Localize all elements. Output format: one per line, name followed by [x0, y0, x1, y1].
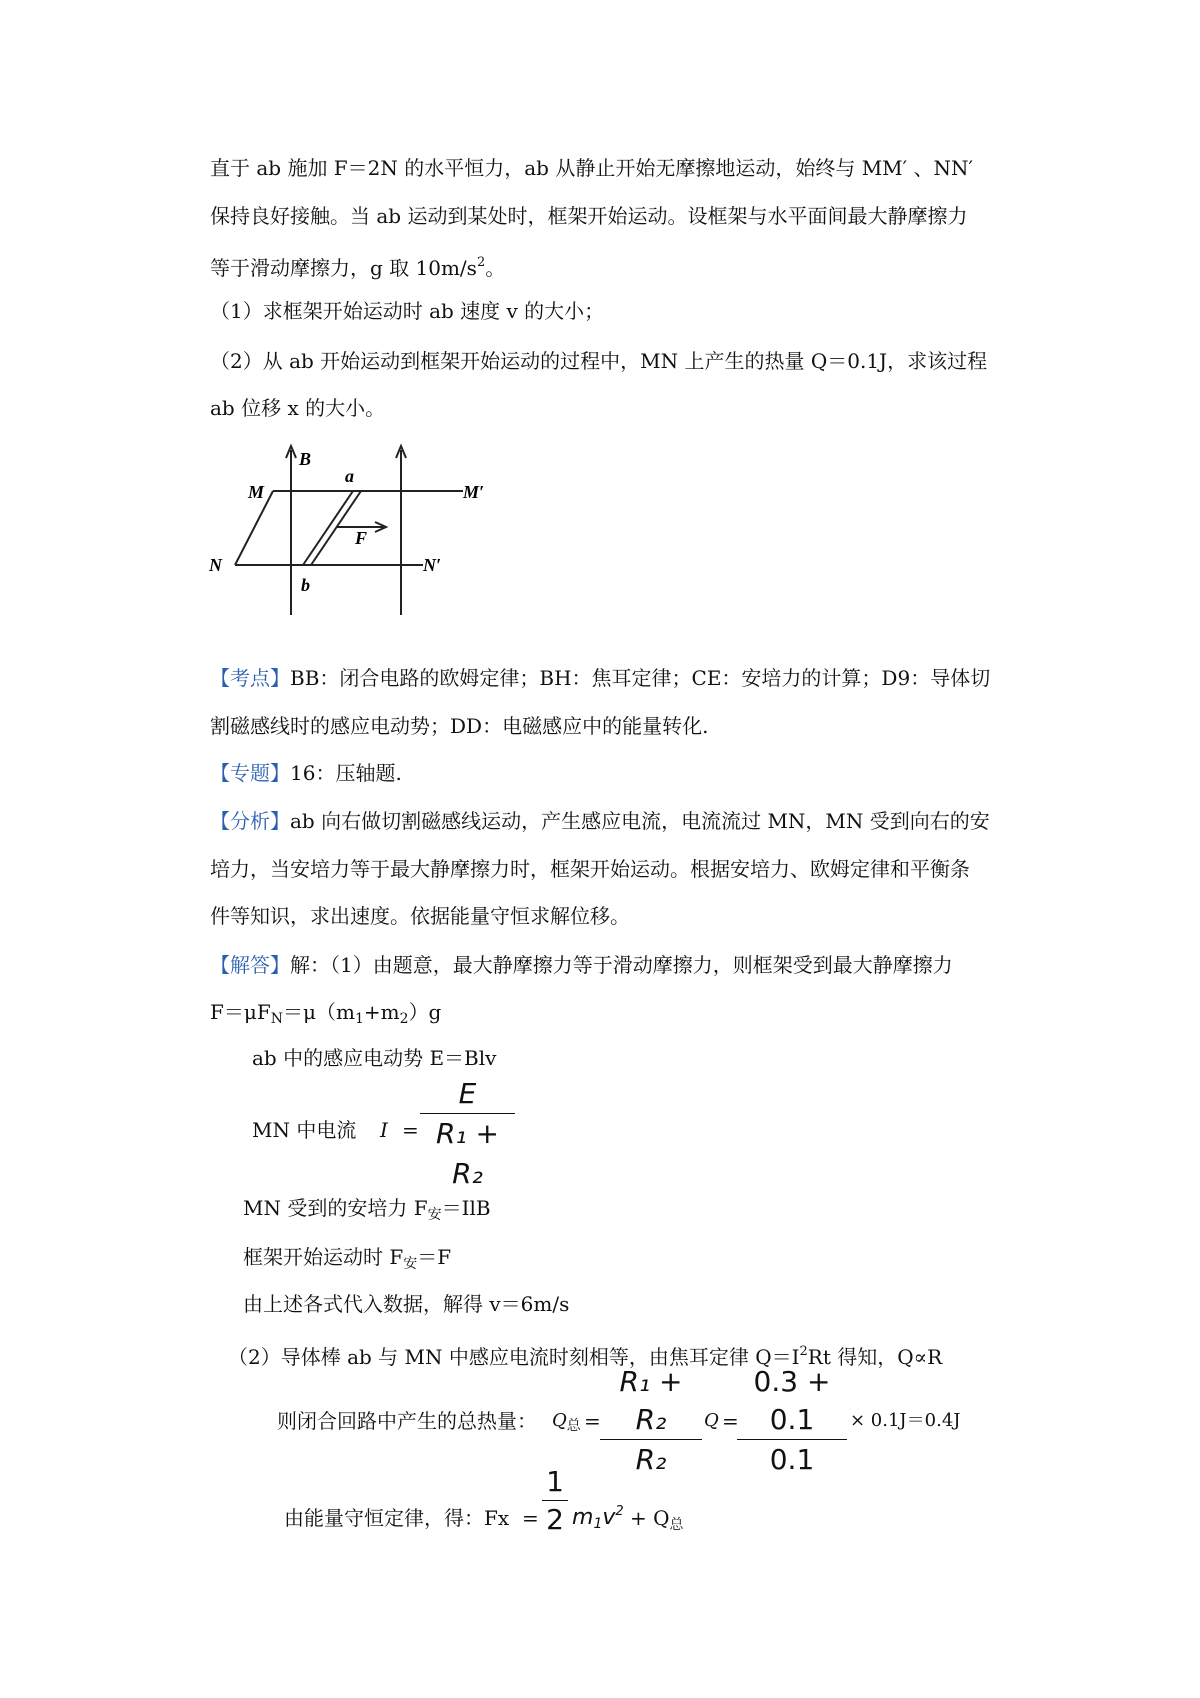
heat-fraction-2 — [737, 1363, 847, 1480]
current-numerator: E — [458, 1077, 477, 1110]
label-b: b — [301, 575, 310, 595]
current-symbol: I — [380, 1118, 388, 1142]
question-2-line-2: ab 位移 x 的大小。 — [210, 396, 386, 420]
heat-equals-2: = — [722, 1409, 739, 1433]
label-M-prime: M′ — [463, 482, 485, 502]
label-N-prime: N′ — [423, 555, 442, 575]
fenxi-line-1: 【分析】ab 向右做切割磁感线运动，产生感应电流，电流流过 MN，MN 受到向右的安 — [210, 809, 990, 833]
energy-half — [542, 1464, 568, 1539]
fenxi-line-3: 件等知识，求出速度。依据能量守恒求解位移。 — [210, 904, 630, 928]
current-fraction — [420, 1075, 515, 1194]
ampere-force: MN 受到的安培力 $F_安=IlB$ — [243, 1196, 491, 1223]
label-N: N — [209, 555, 222, 575]
kaodian-line-1: 【考点】BB：闭合电路的欧姆定律；BH：焦耳定律；CE：安培力的计算；D9：导体切 — [210, 666, 991, 690]
energy-label: 由能量守恒定律，得：Fx — [284, 1506, 510, 1530]
heat-result: × 0.1J＝0.4J — [850, 1410, 961, 1431]
energy-equals: = — [522, 1506, 539, 1530]
start-condition: 框架开始运动时 $F_安=F$ — [243, 1245, 452, 1272]
emf-equation: ab 中的感应电动势 E＝Blv — [252, 1046, 497, 1070]
heat-fraction-2-numerator: 0.3 + 0.1 — [753, 1365, 831, 1436]
zhuanti-tag: 【专题】 — [210, 761, 290, 785]
friction-equation: $F=\mu F_N=\mu(m_1+m_2)g$ — [210, 1000, 442, 1027]
question-2-line-1: （2）从 ab 开始运动到框架开始运动的过程中，MN 上产生的热量 Q＝0.1J，求该过程 — [210, 349, 988, 373]
label-a: a — [345, 466, 354, 486]
heat-Q-total: $Q_总$ — [552, 1410, 581, 1434]
energy-half-numerator: 1 — [546, 1465, 564, 1498]
heat-label: 则闭合回路中产生的总热量： — [277, 1409, 537, 1433]
zhuanti-line: 【专题】16：压轴题. — [210, 761, 402, 785]
current-denominator: R₁ + R₂ — [435, 1117, 500, 1190]
energy-kinetic: $m_1v^2$ — [572, 1504, 624, 1532]
part-2-intro: （2）导体棒 ab 与 MN 中感应电流时刻相等，由焦耳定律 $Q=I^2Rt$ 得知，Q∝R — [228, 1344, 943, 1369]
question-1: （1）求框架开始运动时 ab 速度 v 的大小； — [210, 299, 605, 323]
current-equals: = — [402, 1118, 419, 1142]
problem-line-1: 直于 ab 施加 F＝2N 的水平恒力，ab 从静止开始无摩擦地运动，始终与 MM′ 、NN′ — [210, 156, 974, 180]
heat-fraction-1-denominator: R₂ — [635, 1443, 667, 1476]
energy-plus-Q: + $Q_总$ — [630, 1506, 684, 1533]
label-B: B — [299, 449, 312, 469]
problem-line-3: 等于滑动摩擦力，g 取 $10m/s^2$。 — [210, 255, 506, 280]
circuit-figure — [205, 440, 535, 620]
fenxi-tag: 【分析】 — [210, 809, 290, 833]
heat-fraction-1 — [600, 1363, 702, 1480]
kaodian-line-2: 割磁感线时的感应电动势；DD：电磁感应中的能量转化. — [210, 714, 709, 738]
label-M: M — [248, 482, 265, 502]
heat-fraction-2-denominator: 0.1 — [769, 1443, 815, 1476]
result-velocity: 由上述各式代入数据，解得 v＝6m/s — [243, 1292, 570, 1316]
heat-fraction-1-numerator: R₁ + R₂ — [619, 1365, 683, 1436]
jieda-tag: 【解答】 — [210, 953, 290, 977]
fenxi-line-2: 培力，当安培力等于最大静摩擦力时，框架开始运动。根据安培力、欧姆定律和平衡条 — [210, 857, 970, 881]
heat-Q: Q — [704, 1410, 719, 1431]
heat-equals-1: = — [584, 1409, 601, 1433]
kaodian-tag: 【考点】 — [210, 666, 290, 690]
current-label: MN 中电流 — [252, 1118, 357, 1142]
label-F: F — [355, 528, 368, 548]
jieda-line-1: 【解答】解：（1）由题意，最大静摩擦力等于滑动摩擦力，则框架受到最大静摩擦力 — [210, 953, 953, 977]
energy-half-denominator: 2 — [546, 1503, 564, 1536]
problem-line-2: 保持良好接触。当 ab 运动到某处时，框架开始运动。设框架与水平面间最大静摩擦力 — [210, 204, 968, 228]
